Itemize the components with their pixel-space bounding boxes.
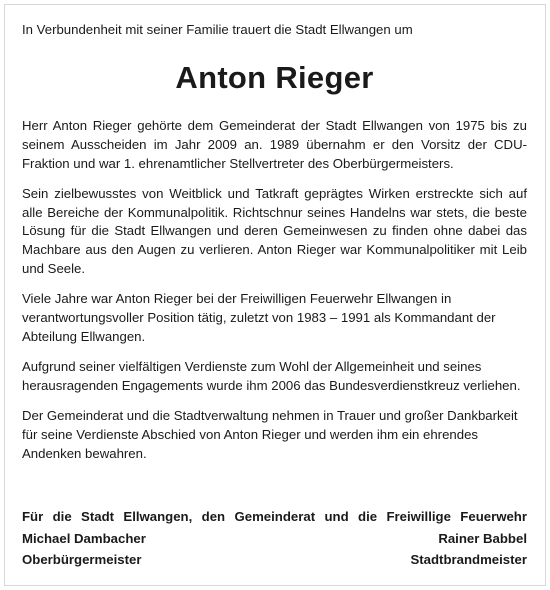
intro-text: In Verbundenheit mit seiner Familie trauert die Stadt Ellwangen um xyxy=(22,22,413,37)
notice-body xyxy=(22,20,527,475)
signer-left-name: Michael Dambacher xyxy=(22,531,146,546)
signer-right-role: Stadtbrandmeister xyxy=(410,552,527,567)
paragraph-award: Aufgrund seiner vielfältigen Verdienste zum Wohl der Allgemeinheit und seines herausragenden Engagements wurde ihm 2006 das Bundesverdienstkreuz verliehen. xyxy=(22,359,521,394)
signature-roles xyxy=(22,551,527,569)
deceased-name: Anton Rieger xyxy=(175,60,374,95)
tribute-paragraphs xyxy=(22,117,527,464)
paragraph-politics: Sein zielbewusstes von Weitblick und Tatkraft geprägtes Wirken erstreckte sich auf alle Bereiche der Kommunalpolitik. Richtschnur seines Handelns war stets, die beste Lösung für die Stadt Ellwangen und deren Gemeinwesen zu finden ohne dabei das Machbare aus den Augen zu verlieren. Anton Rieger war Kommunalpolitiker mit Leib und Seele. xyxy=(22,185,527,277)
signer-right-name: Rainer Babbel xyxy=(438,531,527,546)
paragraph-council: Herr Anton Rieger gehörte dem Gemeinderat der Stadt Ellwangen von 1975 bis zu seinem Ausscheiden im Jahr 2009 an. 1989 übernahm er den Vorsitz der CDU-Fraktion und war 1. ehrenamtlicher Stellvertreter des Oberbürgermeisters. xyxy=(22,118,527,171)
paragraph-farewell: Der Gemeinderat und die Stadtverwaltung nehmen in Trauer und großer Dankbarkeit für seine Verdienste Abschied von Anton Rieger und werden ihm ein ehrendes Andenken bewahren. xyxy=(22,408,518,461)
signer-left-role: Oberbürgermeister xyxy=(22,552,142,567)
signature-heading: Für die Stadt Ellwangen, den Gemeinderat und die Freiwillige Feuerwehr xyxy=(22,509,527,524)
paragraph-fire-brigade: Viele Jahre war Anton Rieger bei der Freiwilligen Feuerwehr Ellwangen in verantwortungsvoller Position tätig, zuletzt von 1983 – 1991 als Kommandant der Abteilung Ellwangen. xyxy=(22,291,496,344)
signature-names xyxy=(22,530,527,548)
